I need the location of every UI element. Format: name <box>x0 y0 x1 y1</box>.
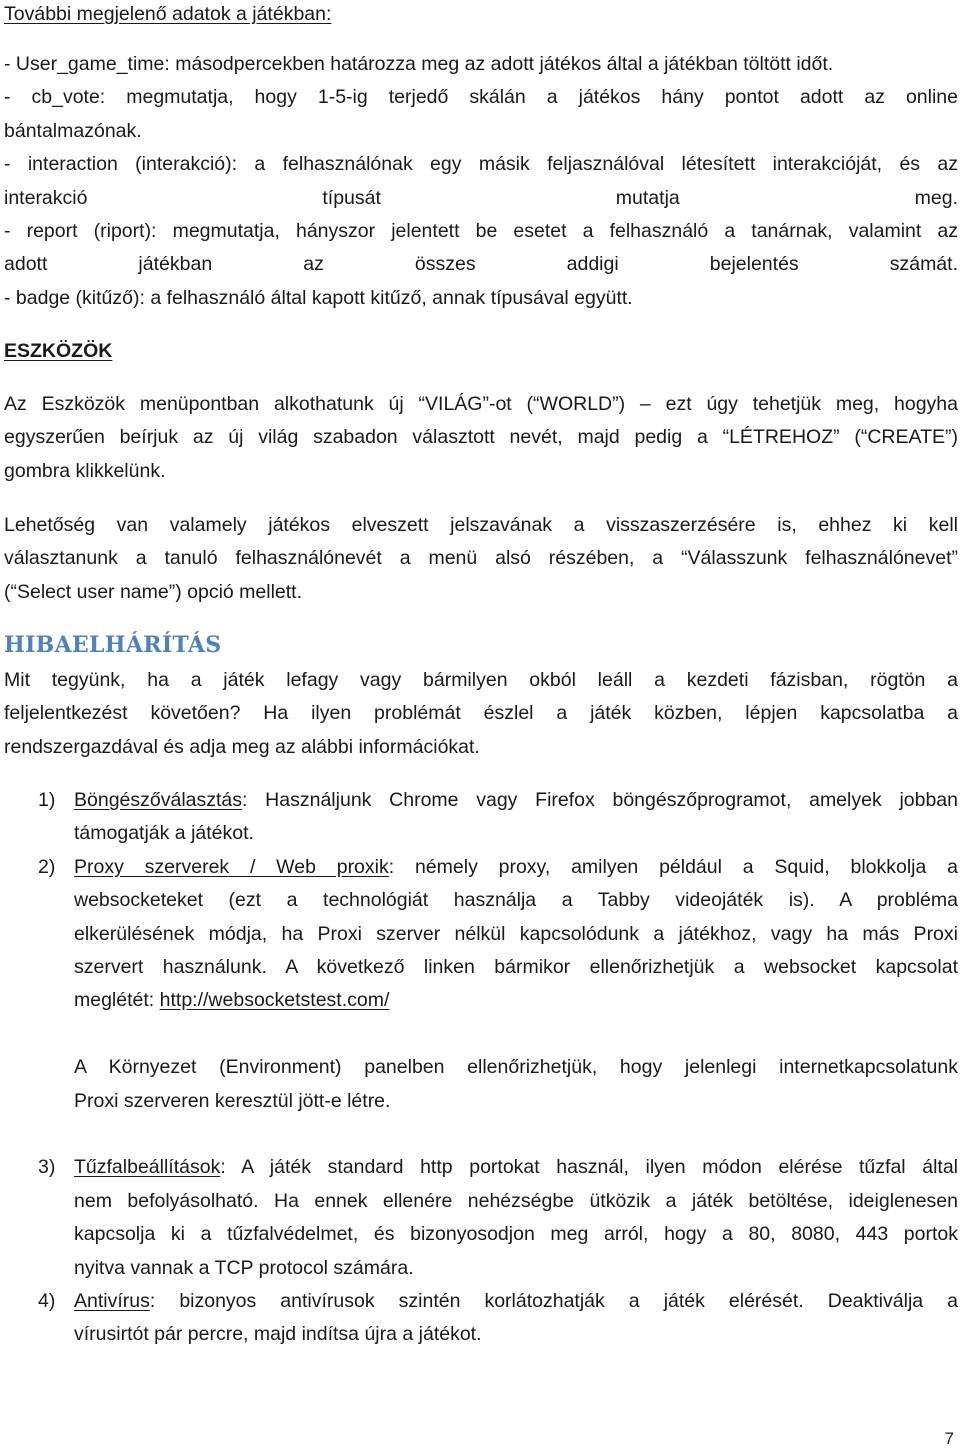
list-item-antivirus-text-1: : bizonyos antivírusok szintén korlátozhatják a játék elérését. Deaktiválja a <box>149 1290 958 1313</box>
data-line-report: - report (riport): megmutatja, hányszor jelentett be esetet a felhasználó a tanárnak, valamint az <box>4 220 958 243</box>
list-item-antivirus <box>4 1285 958 1352</box>
troubleshooting-list <box>4 784 958 1352</box>
tools-p2-line-3: (“Select user name”) opció mellett. <box>4 580 303 603</box>
section-heading-troubleshooting: HIBAELHÁRÍTÁS <box>4 632 222 658</box>
list-item-number: 2) <box>38 855 56 878</box>
tools-paragraph-2 <box>4 509 958 609</box>
troubleshooting-intro-line-3: rendszergazdával és adja meg az alábbi információkat. <box>4 735 480 758</box>
list-item-antivirus-text-2: vírusirtót pár percre, majd indítsa újra a játékot. <box>74 1323 482 1346</box>
data-line-interaction-cont: interakció típusát mutatja meg. <box>4 186 958 209</box>
list-item-antivirus-line-1 <box>74 1285 958 1318</box>
list-item-firewall-label: Tűzfalbeállítások <box>74 1156 221 1179</box>
list-item-proxy <box>4 851 958 1152</box>
list-item-proxy-text-5: meglétét: <box>74 989 160 1012</box>
troubleshooting-intro-line-1: Mit tegyünk, ha a játék lefagy vagy bármilyen okból leáll a kezdeti fázisban, rögtön a <box>4 669 958 691</box>
list-item-browser <box>4 784 958 851</box>
data-line-user-game-time: - User_game_time: másodpercekben határozza meg az adott játékos által a játékban töltött időt. <box>4 53 834 75</box>
list-item-proxy-text-3: elkerülésének módja, ha Proxi szerver nélkül kapcsolódunk a játékhoz, vagy ha más Proxi <box>74 922 958 945</box>
list-item-proxy-extra-2: Proxi szerveren keresztül jött-e létre. <box>74 1089 391 1112</box>
data-line-report-cont: adott játékban az összes addigi bejelentés számát. <box>4 253 958 276</box>
list-item-proxy-extra-1: A Környezet (Environment) panelben ellenőrizhetjük, hogy jelenlegi internetkapcsolatunk <box>74 1056 958 1079</box>
list-item-number: 4) <box>38 1290 56 1313</box>
troubleshooting-intro <box>4 664 958 764</box>
additional-data-list <box>4 48 958 315</box>
list-item-browser-line-1 <box>74 784 958 817</box>
websocket-test-link[interactable]: http://websocketstest.com/ <box>159 989 390 1012</box>
list-item-firewall-text-1: : A játék standard http portokat használ, ilyen módon elérése tűzfal által <box>220 1156 958 1179</box>
list-item-proxy-spacer-2 <box>74 1118 958 1151</box>
list-item-browser-label: Böngészőválasztás <box>74 789 243 811</box>
tools-p1-line-1: Az Eszközök menüpontban alkothatunk új “VILÁG”-ot (“WORLD”) – ezt úgy tehetjük meg, hogyha <box>4 393 958 415</box>
tools-p1-line-3: gombra klikkelünk. <box>4 459 166 482</box>
list-item-number: 1) <box>38 789 56 811</box>
data-line-cb-vote: - cb_vote: megmutatja, hogy 1-5-ig terjedő skálán a játékos hány pontot adott az online <box>4 86 958 109</box>
tools-p1-line-2: egyszerűen beírjuk az új világ szabadon választott nevét, majd pedig a “LÉTREHOZ” (“CREATE”) <box>4 426 958 449</box>
tools-paragraph-1 <box>4 388 958 488</box>
list-item-browser-text-1: : Használjunk Chrome vagy Firefox böngészőprogramot, amelyek jobban <box>242 789 958 811</box>
troubleshooting-intro-line-2: feljelentkezést követően? Ha ilyen problémát észlel a játék közben, lépjen kapcsolatba a <box>4 702 958 725</box>
list-item-proxy-text-2: websocketeket (ezt a technológiát használja a Tabby videojáték is). A probléma <box>74 889 958 912</box>
list-item-antivirus-label: Antivírus <box>74 1290 150 1313</box>
list-item-firewall-text-2: nem befolyásolható. Ha ennek ellenére nehézségbe ütközik a játék betöltése, ideiglenesen <box>74 1189 958 1212</box>
data-line-badge: - badge (kitűző): a felhasználó által kapott kitűző, annak típusával együtt. <box>4 286 633 309</box>
list-item-number: 3) <box>38 1156 56 1179</box>
tools-p2-line-2: választanunk a tanuló felhasználónevét a menü alsó részében, a “Válasszunk felhasználónevet” <box>4 547 958 570</box>
list-item-proxy-line-5 <box>74 984 958 1017</box>
list-item-firewall-line-1 <box>74 1151 958 1184</box>
section-title-additional-data: További megjelenő adatok a játékban: <box>4 3 332 25</box>
section-heading-tools: ESZKÖZÖK <box>4 340 113 362</box>
data-line-cb-vote-cont: bántalmazónak. <box>4 119 142 142</box>
list-item-firewall-text-3: kapcsolja ki a tűzfalvédelmet, és bizonyosodjon meg arról, hogy a 80, 8080, 443 portok <box>74 1223 958 1246</box>
list-item-proxy-text-1: : némely proxy, amilyen például a Squid, blokkolja a <box>388 855 959 878</box>
list-item-browser-text-2: támogatják a játékot. <box>74 822 254 845</box>
tools-p2-line-1: Lehetőség van valamely játékos elveszett jelszavának a visszaszerzésére is, ehhez ki kell <box>4 514 958 536</box>
data-line-interaction: - interaction (interakció): a felhasználónak egy másik feljasználóval létesített interakcióját, és az <box>4 153 958 176</box>
list-item-proxy-text-4: szervert használunk. A következő linken bármikor ellenőrizhetjük a websocket kapcsolat <box>74 956 958 979</box>
list-item-proxy-spacer <box>74 1018 958 1051</box>
page-number: 7 <box>944 1429 954 1448</box>
list-item-proxy-label: Proxy szerverek / Web proxik <box>74 855 389 878</box>
list-item-firewall-text-4: nyitva vannak a TCP protocol számára. <box>74 1256 414 1279</box>
list-item-firewall <box>4 1151 958 1285</box>
list-item-proxy-line-1 <box>74 851 958 884</box>
